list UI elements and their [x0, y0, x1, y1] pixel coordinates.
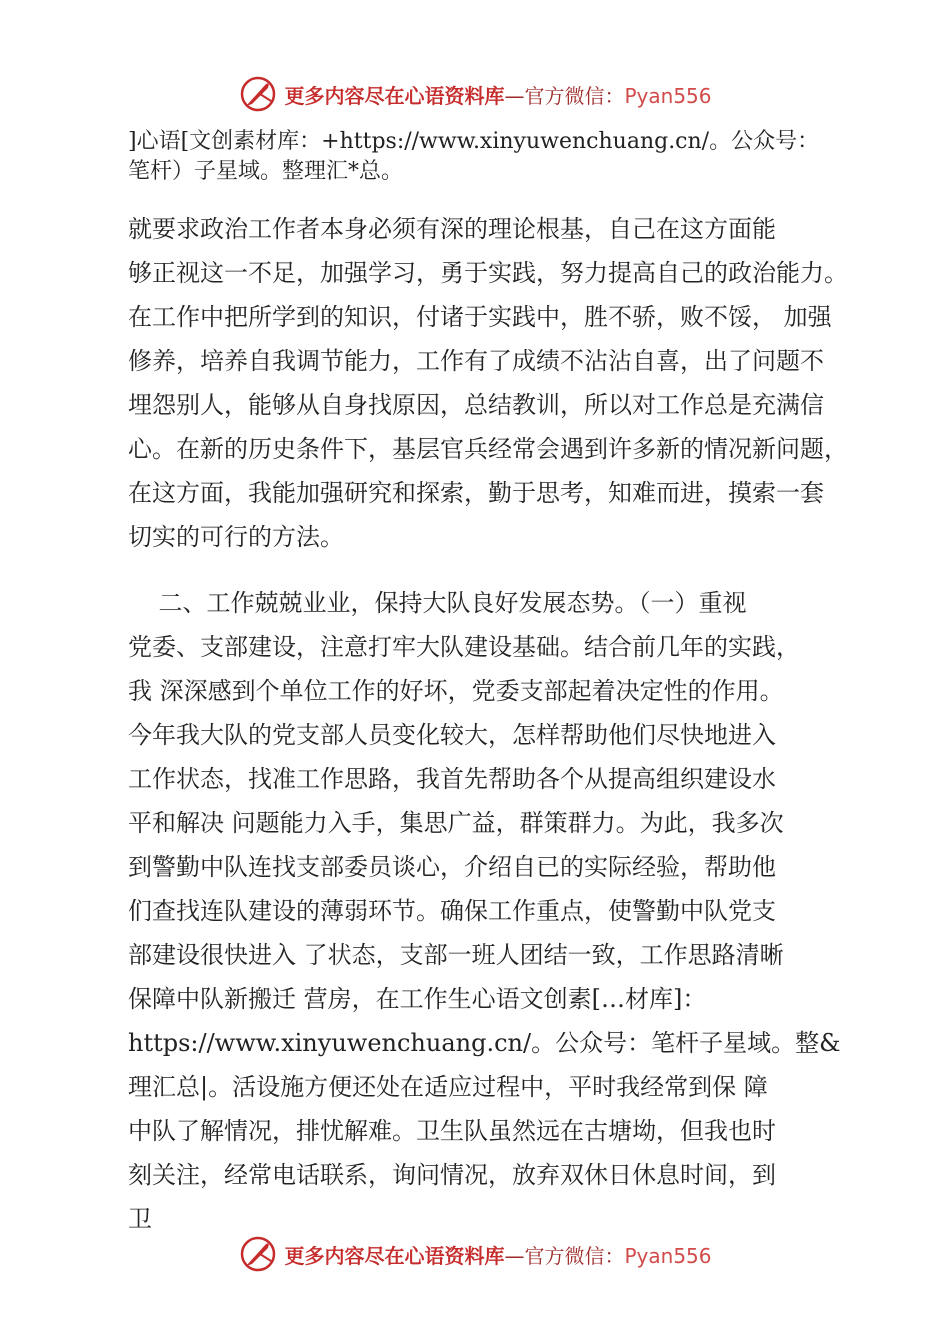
paragraph-2-line: 平和解决 问题能力入手，集思广益，群策群力。为此，我多次: [128, 809, 784, 837]
header-line: ]心语[文创素材库：+https://www.xinyuwenchuang.cn/。公众号：: [128, 129, 820, 154]
paragraph-1-line: 就要求政治工作者本身必须有深⁢的理论根基，自己在这方面能: [128, 215, 776, 243]
document-body: [128, 207, 868, 1241]
paragraph-2-line: 我 深深感到个单位工作的好坏，党委支部起着决定性的作用。: [128, 677, 784, 705]
top-banner: [0, 72, 950, 116]
paragraph-2-line: 到警勤中队连找支部委员谈心，介绍自已的实际经验，帮助他: [128, 853, 776, 881]
banner-main: 更多内容尽在心语资料库: [284, 83, 505, 108]
quill-logo-icon: [238, 1234, 278, 1274]
quill-logo-icon: [238, 74, 278, 114]
paragraph-2-line: 刻关注，经常电话联系，询问情况，放弃双休日休息时间，到: [128, 1161, 776, 1189]
paragraph-2-line: 党委、支部建设，注意打牢大队建设基础。结合前几年的实践，: [128, 633, 800, 661]
paragraph-1-line: 埋怨别人，能够从自身找原因，总结教训，所以对工作总是充满信: [128, 391, 824, 419]
paragraph-2-line: 二、工作兢兢业业，保持大队良好发展态势。（一）重视: [128, 589, 747, 617]
paragraph-2-line: 卫: [128, 1205, 152, 1233]
paragraph-1-line: 在这方面，我能加强研究和探索，勤于思考，知难而进，摸索一套: [128, 479, 824, 507]
banner-wechat-id: Pyan556: [624, 83, 712, 108]
paragraph-1-line: 心。在新的历史条件下，基层官兵经常会遇到许多新的情况新问题，: [128, 435, 848, 463]
paragraph-2-line: 中队了解情况，排忧解难。卫生队虽然远在古塘坳，但我也时: [128, 1117, 776, 1145]
paragraph-2-line: 理汇总|。活设施方便还处在适应过程中，平时我经常到保 障: [128, 1073, 768, 1101]
banner-wechat-id: Pyan556: [624, 1243, 712, 1268]
bottom-banner: [0, 1232, 950, 1276]
banner-sub: —官方微信：: [504, 1243, 625, 1268]
paragraph-2-line: 们查找连队建设的薄弱环节。确保工作重点，使警勤中队党支: [128, 897, 776, 925]
paragraph-1-line: 切实的可行的方法。: [128, 523, 344, 551]
paragraph-1-line: 够正视这一不足，加强学习，勇于实践，努力提高自己的政治能力。: [128, 259, 848, 287]
banner-main: 更多内容尽在心语资料库: [284, 1243, 505, 1268]
paragraph-2-line: 部建设很快进入 了状态，支部一班人团结一致，工作思路清晰: [128, 941, 784, 969]
header-note: [128, 127, 868, 187]
paragraph-2-line: 保障中队新搬迁 营房，在工作生心语文创素[…材库]：: [128, 985, 707, 1013]
banner-text: [284, 80, 711, 109]
paragraph-2-line: 今年我大队的党支部人员变化较大，怎样帮助他们尽快地进入: [128, 721, 776, 749]
paragraph-1-line: 修养，培养自我调节能力，工作有了成绩不沾沾自喜，出了问题不: [128, 347, 824, 375]
header-line: 笔杆）子星域。整理汇*总。: [128, 159, 404, 184]
banner-sub: —官方微信：: [504, 83, 625, 108]
paragraph-1-line: 在工作中把所学到的知识，付诸于实践中，胜不骄，败不馁， 加强: [128, 303, 832, 331]
paragraph-2-line: https://www.xinyuwenchuang.cn/。公众号：笔杆子星域。整&: [128, 1029, 841, 1057]
paragraph-2-line: 工作状态，找准工作思路，我首先帮助各个从提高组织建设水: [128, 765, 776, 793]
banner-text: [284, 1240, 711, 1269]
